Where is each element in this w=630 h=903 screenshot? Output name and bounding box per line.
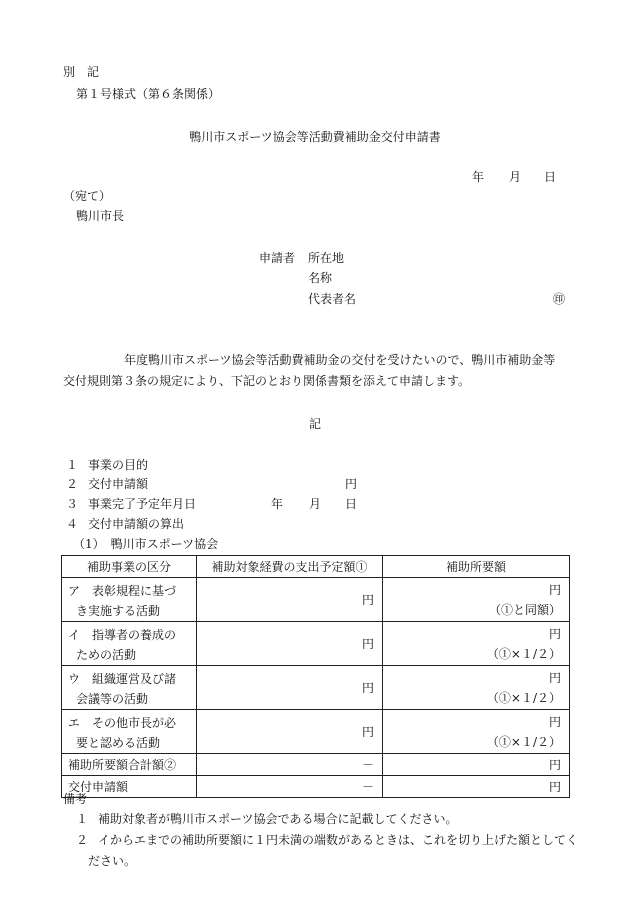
date-day-label: 日	[544, 170, 557, 184]
representative-label: 代表者名	[308, 292, 357, 306]
row-category	[62, 578, 197, 622]
category-line-1: イ 指導者の養成の	[68, 628, 177, 642]
expense-cell: 円	[197, 710, 383, 754]
addressee-prefix: （宛て）	[63, 189, 112, 203]
item-3-day: 日	[345, 497, 358, 511]
item-2-text: 交付申請額	[88, 477, 149, 491]
note-1-text: 補助対象者が鴨川市スポーツ協会である場合に記載してください。	[98, 812, 458, 826]
body-line-1: 年度鴨川市スポーツ協会等活動費補助金の交付を受けたいので、鴨川市補助金等	[124, 353, 556, 367]
header-expense: 補助対象経費の支出予定額①	[197, 556, 383, 578]
required-cell	[383, 578, 570, 622]
document-title: 鴨川市スポーツ協会等活動費補助金交付申請書	[189, 130, 441, 144]
required-formula: （①×１/２）	[486, 646, 561, 661]
ki-label: 記	[309, 417, 322, 431]
required-formula: （①×１/２）	[486, 734, 561, 749]
date-year-label: 年	[472, 170, 485, 184]
category-line-2: 会議等の活動	[76, 692, 149, 706]
note-2-line-1: イからエまでの補助所要額に１円未満の端数があるときは、これを切り上げた額としてく	[98, 833, 579, 847]
item-2-number: ２	[66, 477, 79, 491]
required-formula: （①と同額）	[488, 602, 561, 617]
header-category: 補助事業の区分	[62, 556, 197, 578]
required-yen: 円	[548, 582, 561, 597]
notes-title: 備考	[63, 792, 88, 806]
total-row	[62, 754, 570, 776]
apply-required-yen: 円	[383, 776, 570, 798]
expense-cell: 円	[197, 666, 383, 710]
required-yen: 円	[548, 714, 561, 729]
subsection-title: （1） 鴨川市スポーツ協会	[73, 537, 219, 551]
appendix-label: 別 記	[63, 65, 100, 79]
address-label: 所在地	[308, 251, 345, 265]
item-1-number: １	[66, 458, 79, 472]
row-category	[62, 710, 197, 754]
apply-label: 交付申請額	[62, 776, 197, 798]
item-3-year: 年	[271, 497, 284, 511]
item-3-text: 事業完了予定年月日	[88, 497, 197, 511]
category-line-1: ア 表彰規程に基づ	[68, 584, 177, 598]
required-formula: （①×１/２）	[486, 690, 561, 705]
expense-cell: 円	[197, 578, 383, 622]
category-line-1: ウ 組織運営及び諸	[68, 672, 177, 686]
row-category	[62, 666, 197, 710]
total-required-yen: 円	[383, 754, 570, 776]
category-line-2: き実施する活動	[76, 604, 161, 618]
item-1-text: 事業の目的	[88, 458, 149, 472]
applicant-label: 申請者	[259, 251, 296, 265]
category-line-2: 要と認める活動	[76, 736, 161, 750]
item-3-number: ３	[66, 497, 79, 511]
body-line-2: 交付規則第３条の規定により、下記のとおり関係書類を添えて申請します。	[63, 374, 471, 388]
total-expense-dash: －	[197, 754, 383, 776]
required-yen: 円	[548, 626, 561, 641]
total-label: 補助所要額合計額②	[62, 754, 197, 776]
category-line-2: ための活動	[76, 648, 137, 662]
table-row	[62, 666, 570, 710]
header-required: 補助所要額	[383, 556, 570, 578]
table-header-row	[62, 556, 570, 578]
note-1-number: １	[76, 812, 89, 826]
date-month-label: 月	[509, 170, 522, 184]
item-4-number: ４	[66, 517, 79, 531]
required-cell	[383, 622, 570, 666]
name-label: 名称	[308, 271, 333, 285]
row-category	[62, 622, 197, 666]
required-yen: 円	[548, 670, 561, 685]
apply-expense-dash: －	[197, 776, 383, 798]
addressee-name: 鴨川市長	[76, 209, 125, 223]
apply-row	[62, 776, 570, 798]
expense-cell: 円	[197, 622, 383, 666]
item-3-month: 月	[309, 497, 322, 511]
table-row	[62, 578, 570, 622]
table-row	[62, 622, 570, 666]
note-2-line-2: ださい。	[88, 854, 137, 868]
form-number: 第１号様式（第６条関係）	[76, 87, 221, 101]
required-cell	[383, 710, 570, 754]
table-row	[62, 710, 570, 754]
item-4-text: 交付申請額の算出	[88, 517, 185, 531]
calculation-table	[61, 555, 570, 798]
required-cell	[383, 666, 570, 710]
seal-mark: ㊞	[553, 292, 566, 306]
category-line-1: エ その他市長が必	[68, 716, 177, 730]
item-2-yen: 円	[345, 477, 358, 491]
note-2-number: ２	[76, 833, 89, 847]
